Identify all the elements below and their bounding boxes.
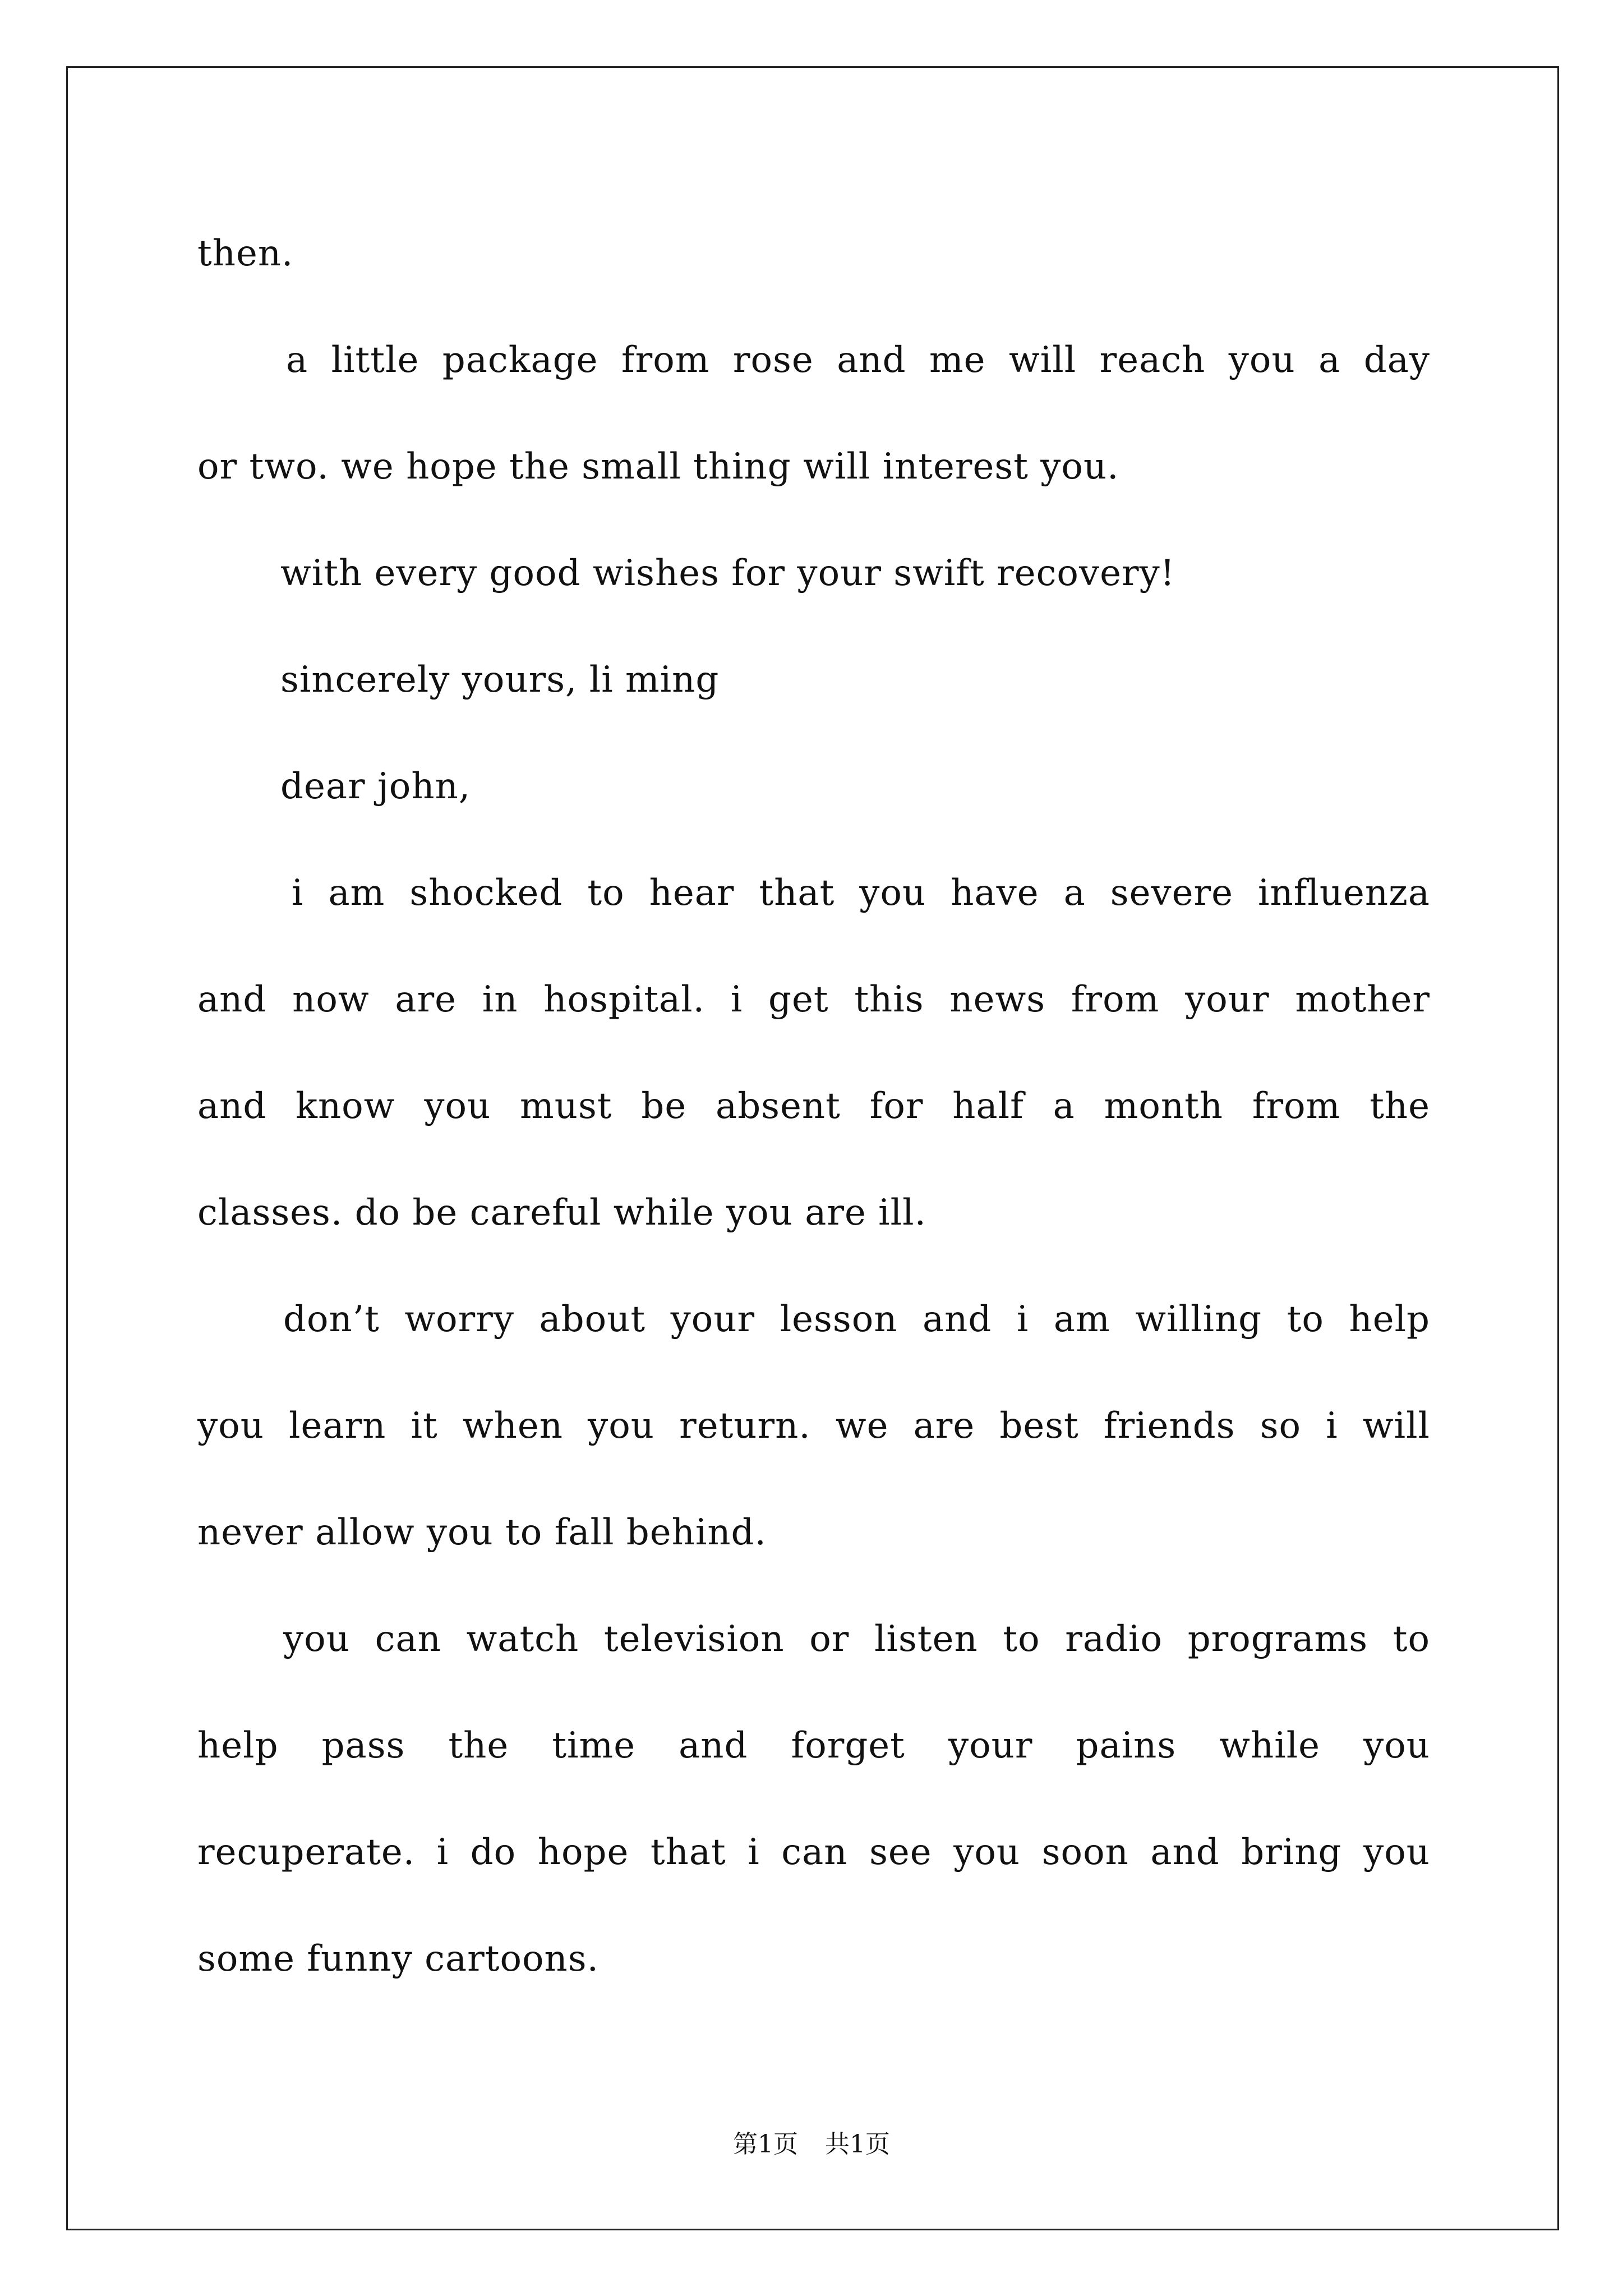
text-line-1: then. <box>197 233 294 274</box>
text-line-15: help pass the time and forget your pains while you <box>197 1725 1430 1766</box>
text-line-12: you learn it when you return. we are best friends so i will <box>197 1405 1430 1447</box>
text-line-10: classes. do be careful while you are ill. <box>197 1192 926 1234</box>
text-line-9: and know you must be absent for half a month from the <box>197 1085 1430 1127</box>
text-line-16: recuperate. i do hope that i can see you soon and bring you <box>197 1832 1430 1873</box>
text-line-13: never allow you to fall behind. <box>197 1512 767 1553</box>
text-line-8: and now are in hospital. i get this news from your mother <box>197 979 1430 1020</box>
text-line-17: some funny cartoons. <box>197 1938 599 1980</box>
text-line-3: or two. we hope the small thing will interest you. <box>197 446 1119 487</box>
text-line-2: a little package from rose and me will reach you a day <box>286 339 1430 381</box>
page-border <box>66 66 1559 2230</box>
text-line-14: you can watch television or listen to radio programs to <box>283 1618 1430 1660</box>
text-line-4: with every good wishes for your swift recovery! <box>280 553 1175 594</box>
total-pages-label: 共1页 <box>825 2130 890 2159</box>
text-line-6: dear john, <box>280 766 471 807</box>
page-number-label: 第1页 <box>733 2130 798 2159</box>
text-line-7: i am shocked to hear that you have a severe influenza <box>292 872 1430 914</box>
text-line-11: don’t worry about your lesson and i am willing to help <box>283 1299 1430 1340</box>
text-line-5: sincerely yours, li ming <box>280 659 720 701</box>
page-footer <box>0 2128 1623 2161</box>
